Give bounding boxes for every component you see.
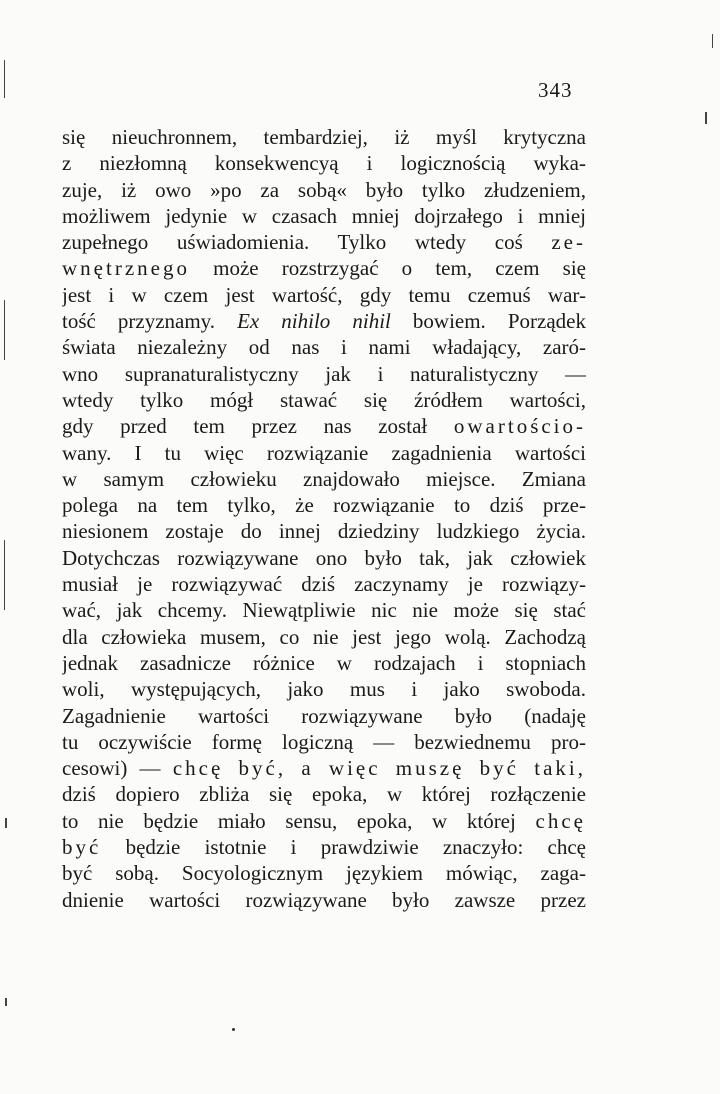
- text-line-3: zuje, iż owo »po za sobą« było tylko złudzeniem,: [62, 177, 586, 202]
- ink-speck: [232, 1028, 235, 1031]
- text-line-30: dnienie wartości rozwiązywane było zawsze przez: [62, 887, 586, 912]
- text-line-18: musiał je rozwiązywać dziś zaczynamy je rozwiązy-: [62, 572, 586, 597]
- text-line-20: dla człowieka musem, co nie jest jego wolą. Zachodzą: [62, 624, 586, 649]
- left-edge-mark-1: [4, 60, 5, 98]
- text-line-4: możliwem jedynie w czasach mniej dojrzałego i mniej: [62, 203, 586, 228]
- text-line-8-part-a: tość przyznamy.: [62, 309, 216, 334]
- right-edge-mark-2: [705, 112, 707, 124]
- left-edge-mark-3: [4, 540, 5, 610]
- emphasis-byc: być: [62, 835, 102, 860]
- left-edge-mark-5: [5, 998, 7, 1006]
- text-line-7: jest i w czem jest wartość, gdy temu czemuś war-: [62, 282, 586, 307]
- left-edge-mark-4: [5, 818, 7, 828]
- text-line-9: świata niezależny od nas i nami władający, zaró-: [62, 335, 586, 360]
- page-number: 343: [538, 78, 573, 102]
- text-line-10: wno supranaturalistyczny jak i naturalistyczny —: [62, 361, 586, 386]
- text-line-11: wtedy tylko mógł stawać się źródłem wartości,: [62, 387, 586, 412]
- latin-phrase: Ex nihilo nihil: [237, 309, 391, 334]
- emphasis-chce: chcę: [535, 808, 586, 833]
- body-text: [62, 124, 586, 913]
- text-line-22: woli, występujących, jako mus i jako swoboda.: [62, 677, 586, 702]
- text-line-25-part-a: cesowi) —: [62, 756, 161, 781]
- text-line-6: [62, 255, 586, 281]
- left-edge-mark-2: [4, 300, 5, 360]
- emphasis-zewnetrznego-start: ze-: [551, 230, 586, 255]
- text-line-27-part-a: to nie będzie miało sensu, epoka, w której: [62, 808, 516, 833]
- text-line-1: się nieuchronnem, tembardziej, iż myśl krytyczna: [62, 125, 586, 149]
- text-line-6-part-b: może rozstrzygać o tem, czem się: [213, 256, 586, 281]
- text-line-23: Zagadnienie wartości rozwiązywane było (nadaję: [62, 703, 586, 728]
- text-line-5: [62, 229, 586, 255]
- text-line-8: [62, 308, 586, 334]
- text-line-21: jednak zasadnicze różnice w rodzajach i stopniach: [62, 650, 586, 675]
- text-line-17: Dotychczas rozwiązywane ono było tak, jak człowiek: [62, 545, 586, 570]
- text-line-24: tu oczywiście formę logiczną — bezwiednemu pro-: [62, 729, 586, 754]
- text-line-29: być sobą. Socyologicznym językiem mówiąc, zaga-: [62, 861, 586, 886]
- text-line-2: z niezłomną konsekwencyą i logicznością wyka-: [62, 151, 586, 176]
- text-line-15: polega na tem tylko, że rozwiązanie to dziś prze-: [62, 493, 586, 518]
- text-line-8-part-c: bowiem. Porządek: [412, 309, 586, 334]
- emphasis-owartosciowany: owartościo-: [453, 414, 586, 439]
- text-line-26: dziś dopiero zbliża się epoka, w której rozłączenie: [62, 782, 586, 807]
- text-line-5-part-a: zupełnego uświadomienia. Tylko wtedy coś: [62, 230, 523, 255]
- text-line-12: [62, 413, 586, 439]
- text-line-14: w samym człowieku znajdowało miejsce. Zmiana: [62, 466, 586, 491]
- right-edge-mark-1: [712, 34, 713, 48]
- text-line-16: niesionem zostaje do innej dziedziny ludzkiego życia.: [62, 519, 586, 544]
- text-line-28-part-b: będzie istotnie i prawdziwie znaczyło: chcę: [125, 835, 586, 860]
- text-line-28: [62, 834, 586, 860]
- text-line-19: wać, jak chcemy. Niewątpliwie nic nie może się stać: [62, 598, 586, 623]
- text-line-13: wany. I tu więc rozwiązanie zagadnienia wartości: [62, 440, 586, 465]
- emphasis-chce-byc-musze: chcę być, a więc muszę być taki,: [172, 756, 586, 781]
- text-line-12-part-a: gdy przed tem przez nas został: [62, 414, 428, 439]
- emphasis-zewnetrznego-end: wnętrznego: [62, 256, 190, 281]
- text-line-27: [62, 808, 586, 834]
- text-line-25: [62, 755, 586, 781]
